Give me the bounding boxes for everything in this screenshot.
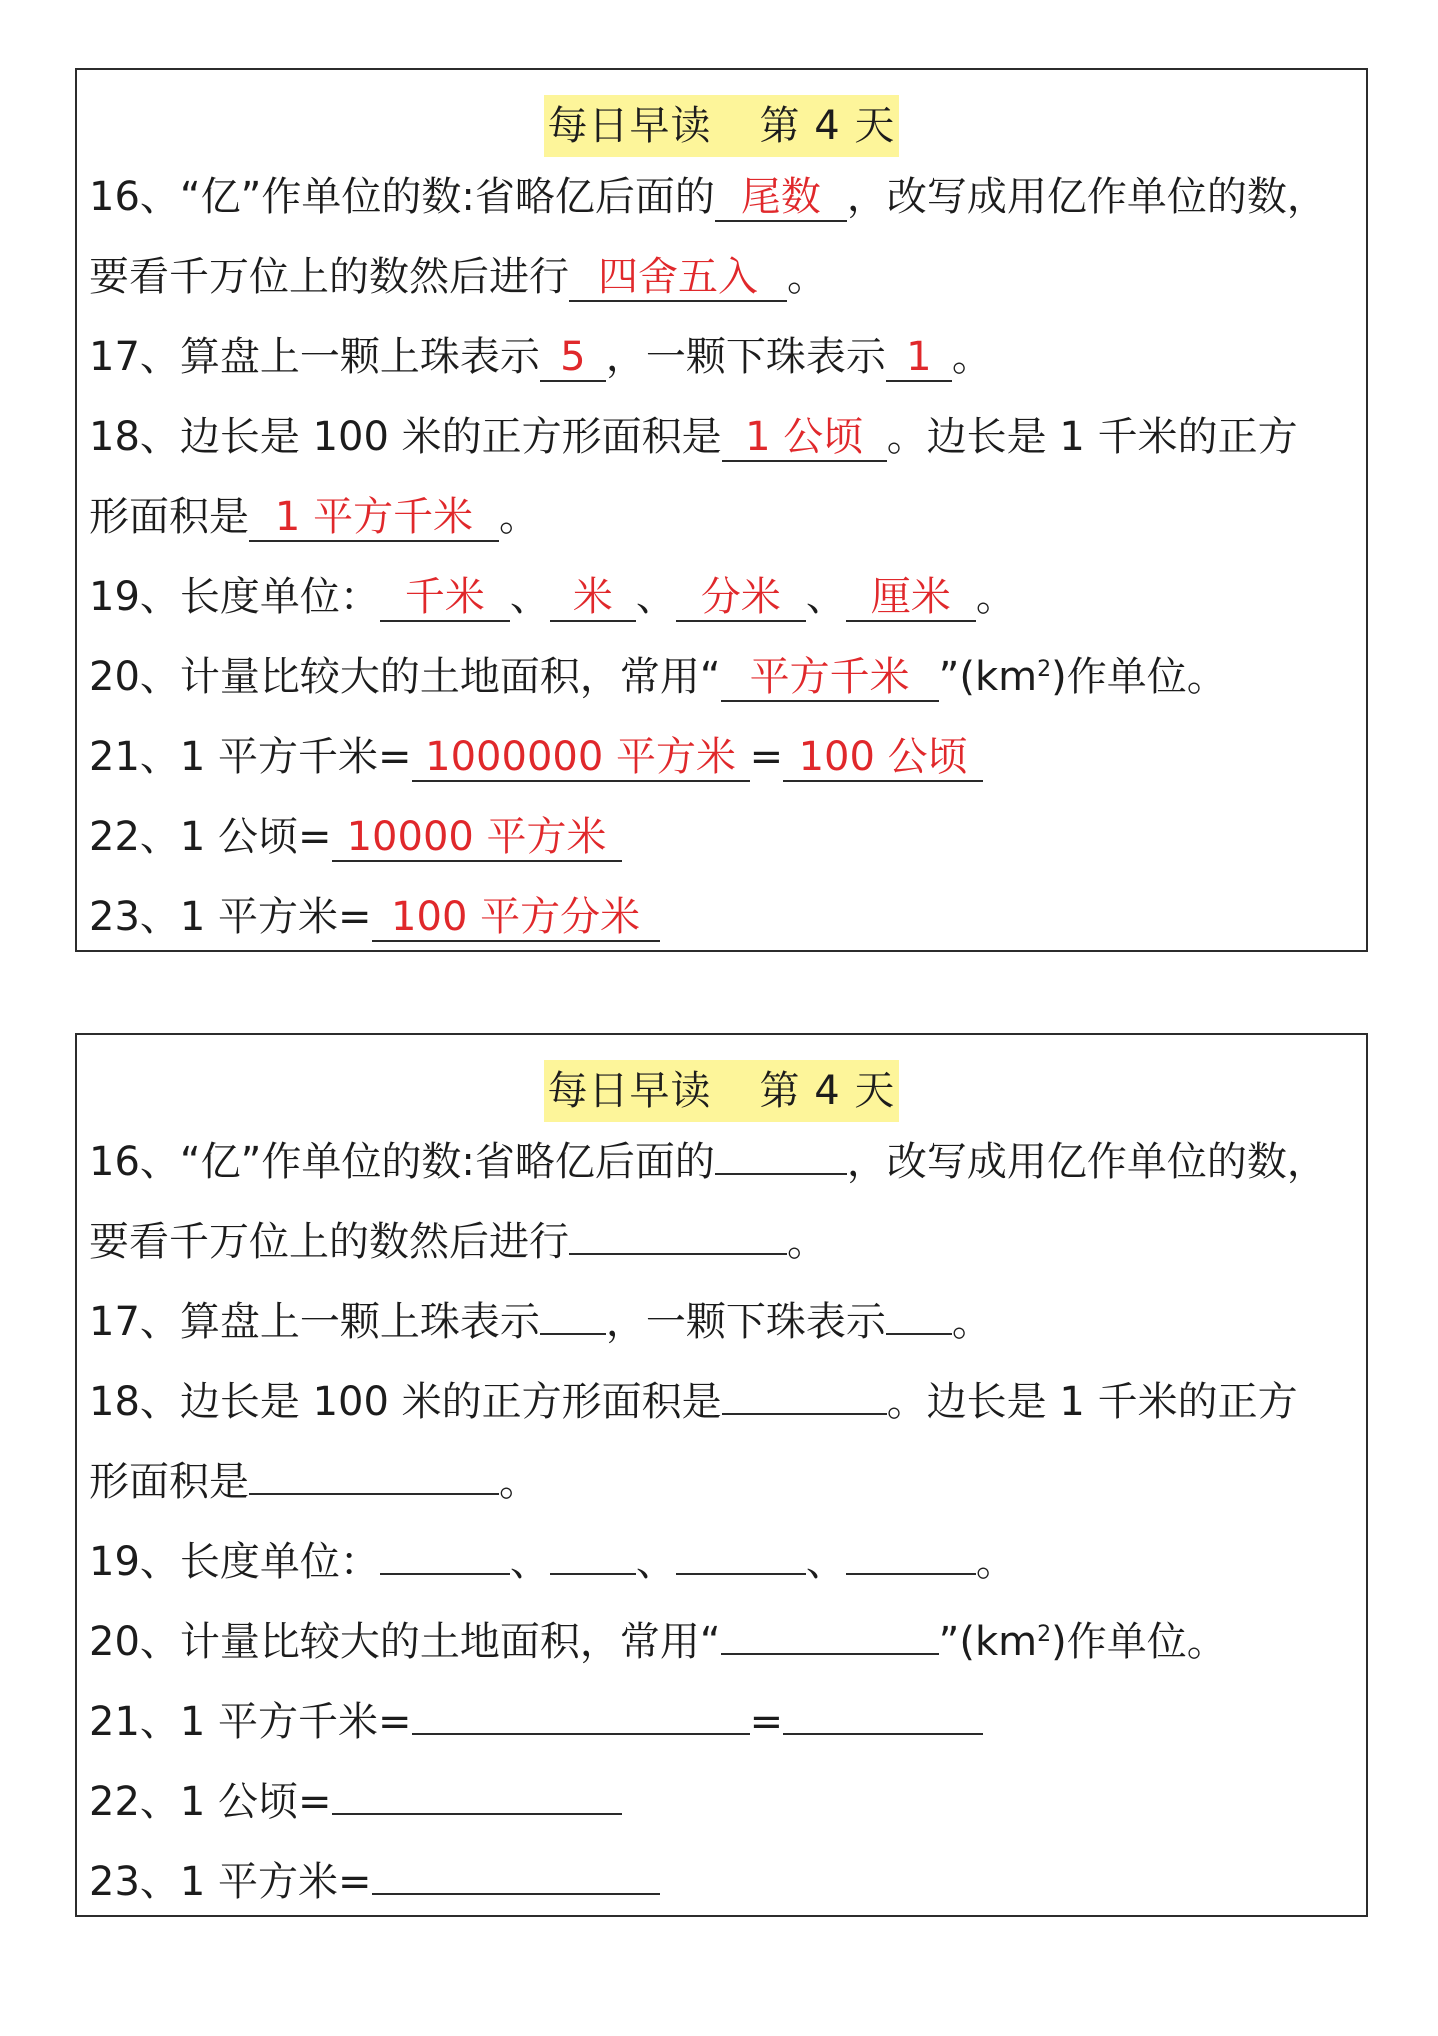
empty-blank	[846, 1527, 976, 1575]
question-18-line-2: 形面积是 。	[89, 1442, 1366, 1522]
question-19: 19、长度单位： 千米 、 米 、 分米 、 厘米 。	[89, 574, 1016, 620]
empty-blank	[332, 1767, 622, 1815]
empty-blank	[715, 1127, 847, 1175]
empty-blank	[722, 1367, 887, 1415]
question-16-line-2: 要看千万位上的数然后进行 。	[89, 1202, 1366, 1282]
question-22: 22、1 公顷=	[89, 1762, 1366, 1842]
card-title: 每日早读 第 4 天	[544, 95, 900, 157]
question-21: 21、1 平方千米= =	[89, 1682, 1366, 1762]
worksheet-card-blank	[75, 1033, 1368, 1917]
answer-blank: 100 公顷	[783, 734, 983, 782]
answer-blank: 5	[540, 334, 606, 382]
answer-blank: 分米	[676, 574, 806, 622]
empty-blank	[380, 1527, 510, 1575]
empty-blank	[721, 1607, 939, 1655]
answer-blank: 米	[550, 574, 636, 622]
answer-blank: 四舍五入	[569, 254, 787, 302]
question-16-line-2: 要看千万位上的数然后进行 四舍五入 。	[89, 254, 827, 300]
question-17: 17、算盘上一颗上珠表示 5 ，一颗下珠表示 1 。	[89, 334, 992, 380]
question-23: 23、1 平方米= 100 平方分米	[89, 877, 1366, 957]
question-17: 17、算盘上一颗上珠表示 ，一颗下珠表示 。	[89, 1282, 1366, 1362]
answer-blank: 平方千米	[721, 654, 939, 702]
worksheet-card-answers	[75, 68, 1368, 952]
answer-blank: 10000 平方米	[332, 814, 622, 862]
answer-blank: 1 平方千米	[249, 494, 499, 542]
question-22: 22、1 公顷= 10000 平方米	[89, 797, 1366, 877]
empty-blank	[372, 1847, 660, 1895]
empty-blank	[540, 1287, 606, 1335]
answer-blank: 1 公顷	[722, 414, 887, 462]
question-23: 23、1 平方米=	[89, 1842, 1366, 1922]
question-16-line-1: 16、“亿”作单位的数:省略亿后面的 ，改写成用亿作单位的数，	[89, 1122, 1366, 1202]
answer-blank: 厘米	[846, 574, 976, 622]
empty-blank	[412, 1687, 750, 1735]
answer-blank: 1	[886, 334, 952, 382]
empty-blank	[249, 1447, 499, 1495]
answer-blank: 千米	[380, 574, 510, 622]
question-20: 20、计量比较大的土地面积，常用“ 平方千米 $”(km^2)$作单位。	[89, 654, 1227, 700]
question-21: 21、1 平方千米= 1000000 平方米 = 100 公顷	[89, 717, 1366, 797]
answer-blank: 尾数	[715, 174, 847, 222]
answer-blank: 1000000 平方米	[412, 734, 750, 782]
empty-blank	[886, 1287, 952, 1335]
question-18-line-2: 形面积是 1 平方千米 。	[89, 494, 539, 540]
empty-blank	[550, 1527, 636, 1575]
card-title: 每日早读 第 4 天	[544, 1060, 900, 1122]
empty-blank	[783, 1687, 983, 1735]
question-16-line-1: 16、“亿”作单位的数:省略亿后面的 尾数 ，改写成用亿作单位的数，	[89, 174, 1327, 220]
empty-blank	[676, 1527, 806, 1575]
answer-blank: 100 平方分米	[372, 894, 660, 942]
empty-blank	[569, 1207, 787, 1255]
question-20: 20、计量比较大的土地面积，常用“ $”(km^2)$作单位。	[89, 1602, 1366, 1682]
question-18-line-1: 18、边长是 100 米的正方形面积是 1 公顷 。边长是 1 千米的正方	[89, 414, 1298, 460]
question-19: 19、长度单位： 、 、 、 。	[89, 1522, 1366, 1602]
question-18-line-1: 18、边长是 100 米的正方形面积是 。边长是 1 千米的正方	[89, 1362, 1366, 1442]
